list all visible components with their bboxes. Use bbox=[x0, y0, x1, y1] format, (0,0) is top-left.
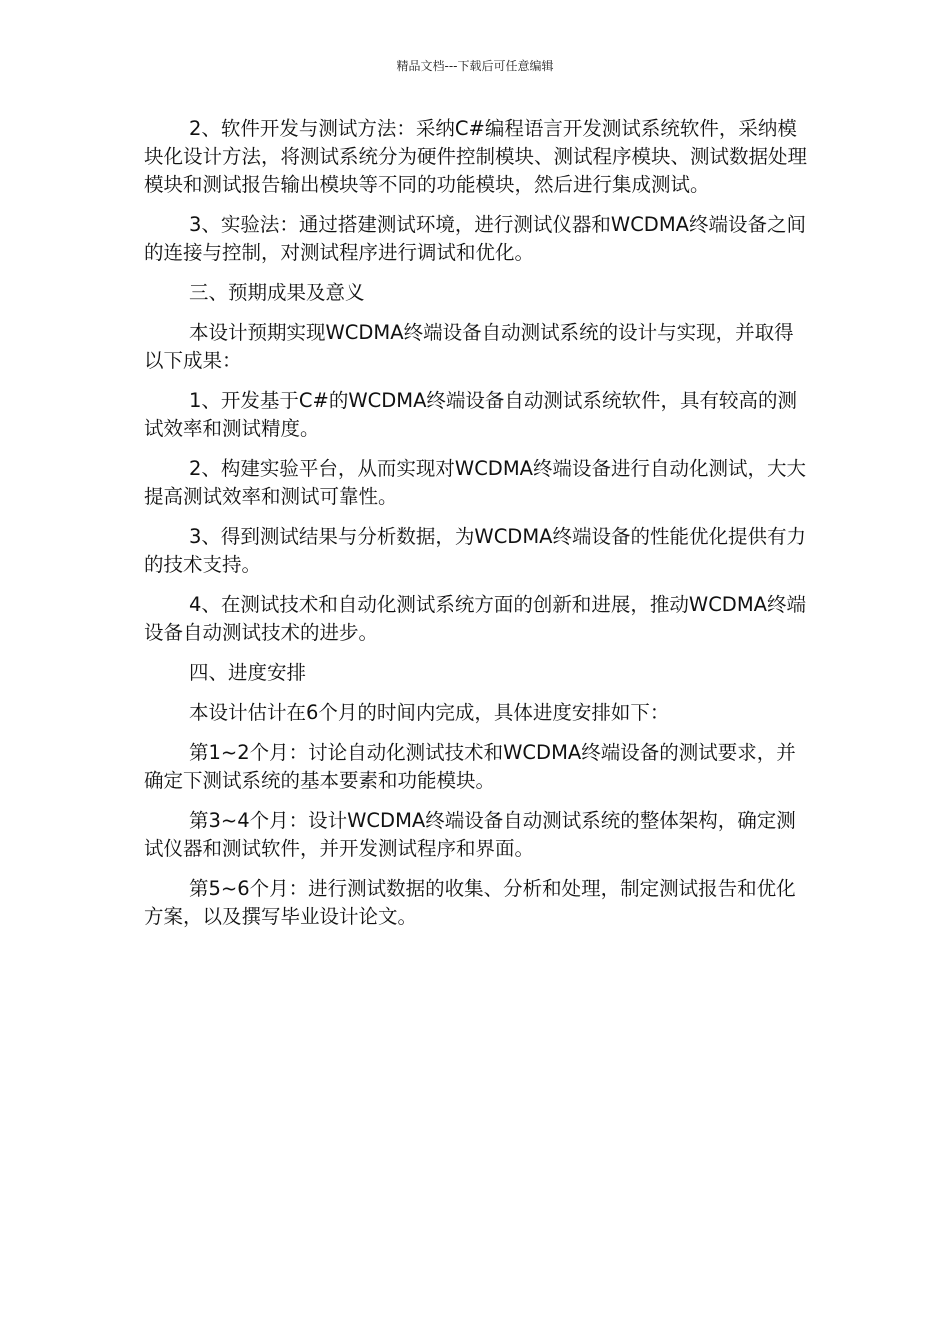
paragraph-schedule-month-5-6: 第5~6个月：进行测试数据的收集、分析和处理，制定测试报告和优化方案，以及撰写毕业设计论文。 bbox=[144, 877, 796, 928]
paragraph-software-method: 2、软件开发与测试方法：采纳C#编程语言开发测试系统软件，采纳模块化设计方法，将测试系统分为硬件控制模块、测试程序模块、测试数据处理模块和测试报告输出模块等不同的功能模块，然后进行集成测试。 bbox=[144, 117, 808, 196]
page-header: 精品文档---下载后可任意编辑 bbox=[396, 59, 554, 73]
section-heading-schedule: 四、进度安排 bbox=[189, 661, 307, 684]
paragraph-result-4: 4、在测试技术和自动化测试系统方面的创新和进展，推动WCDMA终端设备自动测试技术的进步。 bbox=[144, 593, 806, 644]
paragraph-results-intro: 本设计预期实现WCDMA终端设备自动测试系统的设计与实现，并取得以下成果： bbox=[144, 321, 794, 372]
paragraph-result-3: 3、得到测试结果与分析数据，为WCDMA终端设备的性能优化提供有力的技术支持。 bbox=[144, 525, 806, 576]
paragraph-schedule-month-1-2: 第1~2个月：讨论自动化测试技术和WCDMA终端设备的测试要求，并确定下测试系统的基本要素和功能模块。 bbox=[144, 741, 796, 792]
paragraph-schedule-month-3-4: 第3~4个月：设计WCDMA终端设备自动测试系统的整体架构，确定测试仪器和测试软件，并开发测试程序和界面。 bbox=[144, 809, 796, 860]
section-heading-expected-results: 三、预期成果及意义 bbox=[189, 281, 365, 304]
paragraph-result-2: 2、构建实验平台，从而实现对WCDMA终端设备进行自动化测试，大大提高测试效率和测试可靠性。 bbox=[144, 457, 806, 508]
paragraph-result-1: 1、开发基于C#的WCDMA终端设备自动测试系统软件，具有较高的测试效率和测试精度。 bbox=[144, 389, 797, 440]
paragraph-experiment-method: 3、实验法：通过搭建测试环境，进行测试仪器和WCDMA终端设备之间的连接与控制，对测试程序进行调试和优化。 bbox=[144, 213, 806, 264]
document-body bbox=[144, 115, 812, 943]
paragraph-schedule-intro: 本设计估计在6个月的时间内完成，具体进度安排如下： bbox=[189, 701, 670, 724]
